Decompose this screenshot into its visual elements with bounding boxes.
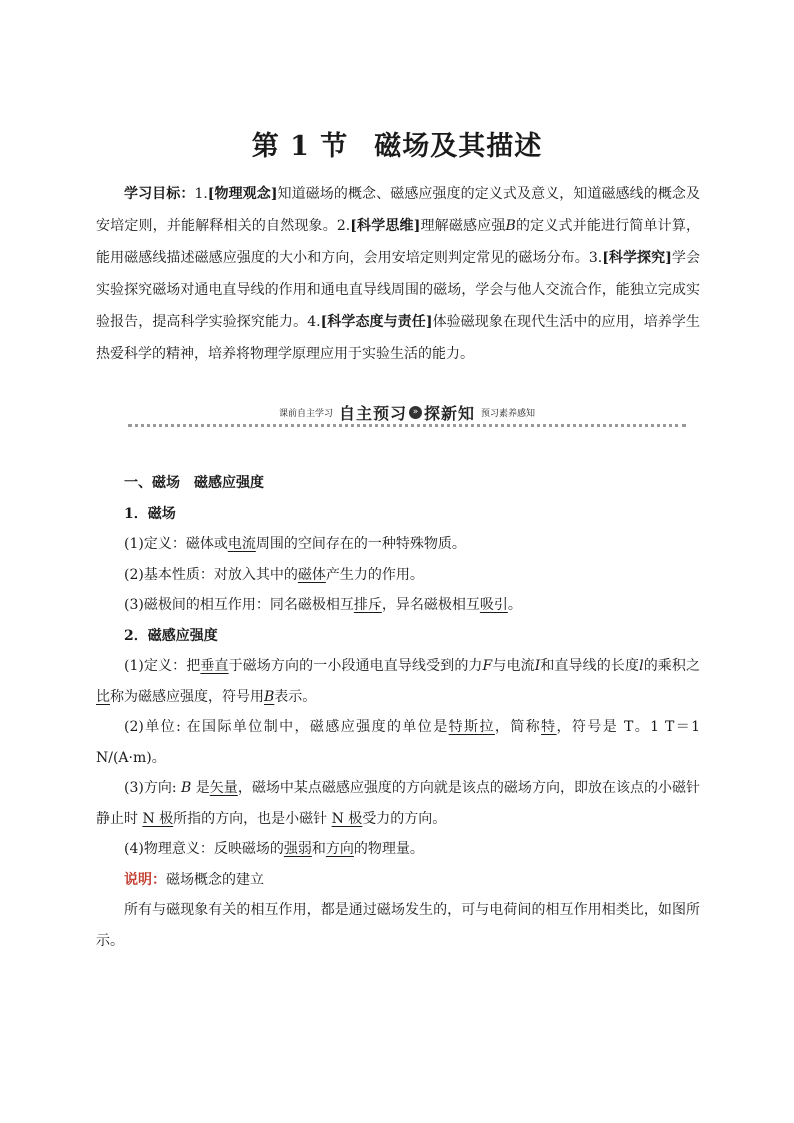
blank-answer: 特斯拉 <box>448 719 495 735</box>
blank-answer: 吸引 <box>479 597 508 613</box>
text: 所指的方向，也是小磁针 <box>173 810 332 827</box>
obj-4-tag: [科学态度与责任] <box>320 314 433 330</box>
blank-answer: 强弱 <box>283 841 312 857</box>
note-text: 磁场概念的建立 <box>166 871 264 888</box>
obj-1-num: 1. <box>194 186 208 202</box>
banner-left-text: 课前自主学习 <box>278 408 333 419</box>
note-line <box>96 865 700 896</box>
text: (3)磁极间的相互作用：同名磁极相互 <box>124 597 354 613</box>
para-last: 所有与磁现象有关的相互作用，都是通过磁场发生的，可与电荷间的相互作用相类比，如图所示。 <box>96 902 700 949</box>
blank-answer: 特 <box>541 719 557 735</box>
text: (1)定义：磁体或 <box>124 536 228 552</box>
note-label: 说明： <box>124 871 166 888</box>
page-title <box>0 124 794 163</box>
obj-2-num: 2. <box>336 218 351 234</box>
text: (2)基本性质：对放入其中的 <box>124 566 298 583</box>
heading-magnetic-field: 一、磁场 磁感应强度 <box>124 475 264 491</box>
content-body <box>96 468 700 956</box>
objectives-label: 学习目标： <box>124 186 195 202</box>
blank-answer: N 极 <box>142 810 174 827</box>
variable: B <box>181 780 192 796</box>
blank-answer: B <box>264 688 275 705</box>
double-chevron-icon: » <box>409 406 422 419</box>
obj-2-text-b: 的定义式并能进行简单计算，能用磁感线描述磁感应强度的大小和方向，会用安培定则判定常见的磁场分布。 <box>96 218 701 266</box>
text: 和 <box>311 841 326 857</box>
subheading-induction: 2．磁感应强度 <box>124 627 218 644</box>
obj-4-num: 4. <box>307 314 321 330</box>
text: 表示。 <box>274 688 317 705</box>
obj-4-text: 体验磁现象在现代生活中的应用，培养学生热爱科学的精神，培养将物理学原理应用于实验生活的能力。 <box>96 314 701 362</box>
blank-answer: 磁体 <box>297 566 326 583</box>
obj-1-tag: [物理观念] <box>207 186 278 202</box>
obj-2-text-a: 理解磁感应强 <box>420 218 506 234</box>
text: 受力的方向。 <box>362 810 447 827</box>
obj-2-var: B <box>505 218 516 234</box>
banner-right-text: 预习素养感知 <box>481 408 536 419</box>
obj-2-tag: [科学思维] <box>350 218 421 234</box>
text: 产生力的作用。 <box>325 566 424 583</box>
text: (1)定义：把 <box>124 658 201 674</box>
para-pole-interaction <box>96 590 700 621</box>
text: 的乘积之 <box>643 658 701 674</box>
variable: F <box>482 658 493 674</box>
para-direction <box>96 773 700 834</box>
text: ，异名磁极相互 <box>381 597 480 613</box>
obj-3-num: 3. <box>588 250 603 266</box>
text: (3)方向: <box>124 780 182 796</box>
variable: l <box>639 658 644 674</box>
text: 称为磁感应强度，符号用 <box>110 688 264 705</box>
text: ，简称 <box>494 719 542 735</box>
text: 的物理量。 <box>353 841 424 857</box>
text: 周围的空间存在的一种特殊物质。 <box>255 536 466 552</box>
obj-3-text: 学会实验探究磁场对通电直导线的作用和通电直导线周围的磁场，学会与他人交流合作，能独立完成实验报告，提高科学实验探究能力。 <box>96 250 701 330</box>
text: 于磁场方向的一小段通电直导线受到的力 <box>228 658 483 674</box>
blank-answer: 比 <box>96 688 110 705</box>
blank-answer: 排斥 <box>353 597 382 613</box>
blank-answer: 矢量 <box>209 780 238 796</box>
blank-answer: N 极 <box>331 810 363 827</box>
para-b-definition <box>96 651 700 712</box>
banner-main-2: 探新知 <box>424 403 476 423</box>
blank-answer: 电流 <box>227 536 256 552</box>
para-definition <box>96 529 700 560</box>
variable: I <box>534 658 541 674</box>
learning-objectives <box>96 178 700 370</box>
section-number: 第 1 节 <box>251 131 349 162</box>
blank-answer: 方向 <box>325 841 354 857</box>
para-basic-property <box>96 560 700 591</box>
subheading-field: 1．磁场 <box>124 505 176 522</box>
text: ，磁场中某点磁感应强度的方向就是该点的磁场方向，即放在该点的小磁针静止时 <box>96 780 701 827</box>
obj-1-text: 知道磁场的概念、磁感应强度的定义式及意义，知道磁感线的概念及安培定则，并能解释相关的自然现象。 <box>96 186 701 234</box>
text: (4)物理意义：反映磁场的 <box>124 841 284 857</box>
para-unit <box>96 712 700 773</box>
para-physical-meaning <box>96 834 700 865</box>
text: 是 <box>191 780 210 796</box>
section-banner <box>128 402 686 428</box>
section-name: 磁场及其描述 <box>374 131 543 162</box>
text: ，符号是 T。1 T＝1 N/(A·m)。 <box>96 719 701 766</box>
text: 与电流 <box>492 658 535 674</box>
banner-main-1: 自主预习 <box>338 403 407 423</box>
text: (2)单位: 在国际单位制中，磁感应强度的单位是 <box>124 719 449 735</box>
blank-answer: 垂直 <box>200 658 229 674</box>
banner-dotted-divider <box>128 424 686 427</box>
text: 和直导线的长度 <box>540 658 640 674</box>
text: 。 <box>507 597 522 613</box>
obj-3-tag: [科学探究] <box>602 250 672 266</box>
